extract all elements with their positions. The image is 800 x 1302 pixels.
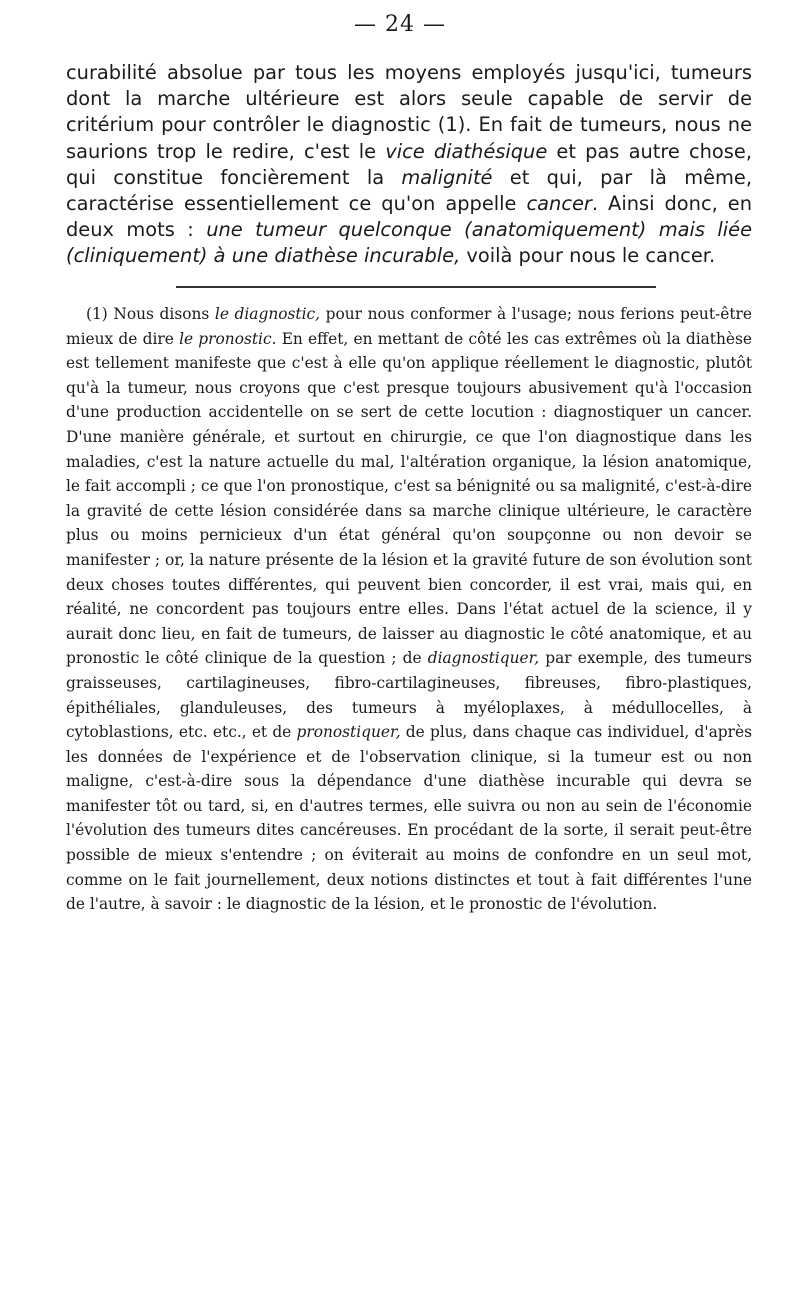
footnote-text-run: de plus, dans chaque cas individuel, d'après les données de l'expérience et de l'observation clinique, si la tumeur est ou non maligne, c'est-à-dire sous la dépendance d'une diathèse incurable qui devra se manifester tôt ou tard, si, en d'autres termes, elle suivra ou non au sein de l'économie l'évolution des tumeurs dites cancéreuses. En procédant de la sorte, il serait peut-être possible de mieux s'entendre ; on éviterait au moins de confondre en un seul mot, comme on le fait journellement, deux notions distinctes et tout à fait différentes l'une de l'autre, à savoir : le diagnostic de la lésion, et le pronostic de l'évolution. (66, 723, 753, 914)
main-text-italic: cancer (526, 192, 592, 216)
footnote-text-run: En effet, en mettant de côté les cas extrêmes où la diathèse est tellement manifeste que c'est à elle qu'on applique réellement le diagnostic, plutôt qu'à la tumeur, nous croyons que c'est presque toujours abusivement qu'à l'occasion d'une production accidentelle on se sert de cette locution : diagnostiquer un cancer. D'une manière générale, et surtout en chirurgie, ce que l'on diagnostique dans les maladies, c'est la nature actuelle du mal, l'altération organique, la lésion anatomique, le fait accompli ; ce que l'on pronostique, c'est sa bénignité ou sa malignité, c'est-à-dire la gravité de cette lésion considérée dans sa marche clinique ultérieure, le caractère plus ou moins pernicieux d'un état général qu'on soupçonne ou non devoir se manifester ; or, la nature présente de la lésion et la gravité future de son évolution sont deux choses toutes différentes, qui peuvent bien concorder, il est vrai, mais qui, en réalité, ne concordent pas toujours entre elles. Dans l'état actuel de la science, il y aurait donc lieu, en fait de tumeurs, de laisser au diagnostic le côté anatomique, et au pronostic le côté clinique de la question ; de (66, 329, 753, 668)
footnote-text-run: par exemple, des tumeurs graisseuses, cartilagineuses, fibro-cartilagineuses, fibreuses, fibro-plastiques, épithéliales, glanduleuses, des tumeurs à myéloplaxes, à médullocelles, à cytoblastions, etc. etc., et de (66, 649, 752, 742)
footnote-text-run: pour nous conformer à l'usage; nous ferions peut-être mieux de dire (66, 305, 752, 348)
main-text-run: voilà pour nous le cancer. (460, 244, 716, 268)
footnote-italic: diagnostiquer, (427, 649, 540, 668)
page-number: — 24 — (354, 12, 446, 37)
main-paragraph (66, 60, 752, 270)
footnote-italic: le diagnostic, (214, 305, 321, 323)
footnote-text-run: Nous disons (107, 305, 215, 323)
main-text-italic: une tumeur quelconque (anatomiquement) mais liée (cliniquement) à une diathèse incurable, (66, 218, 752, 268)
footnote-marker: (1) (86, 305, 108, 323)
footnote (66, 302, 752, 917)
main-text-run: et qui, par là même, caractérise essentiellement ce qu'on appelle (66, 165, 752, 216)
footnote-italic: pronostiquer, (296, 723, 401, 742)
main-text-italic: malignité (401, 165, 493, 189)
main-text-run: curabilité absolue par tous les moyens employés jusqu'ici, tumeurs dont la marche ultérieure est alors seule capable de servir de critérium pour contrôler le diagnostic (1). En fait de tumeurs, nous ne saurions trop le redire, c'est le (66, 61, 752, 163)
main-text-run: et pas autre chose, qui constitue foncièrement la (66, 139, 752, 189)
footnote-italic: le pronostic. (179, 329, 277, 348)
footnote-separator (176, 286, 656, 288)
main-text-run: . Ainsi donc, en deux mots : (66, 192, 752, 242)
main-text-italic: vice diathésique (385, 139, 548, 163)
